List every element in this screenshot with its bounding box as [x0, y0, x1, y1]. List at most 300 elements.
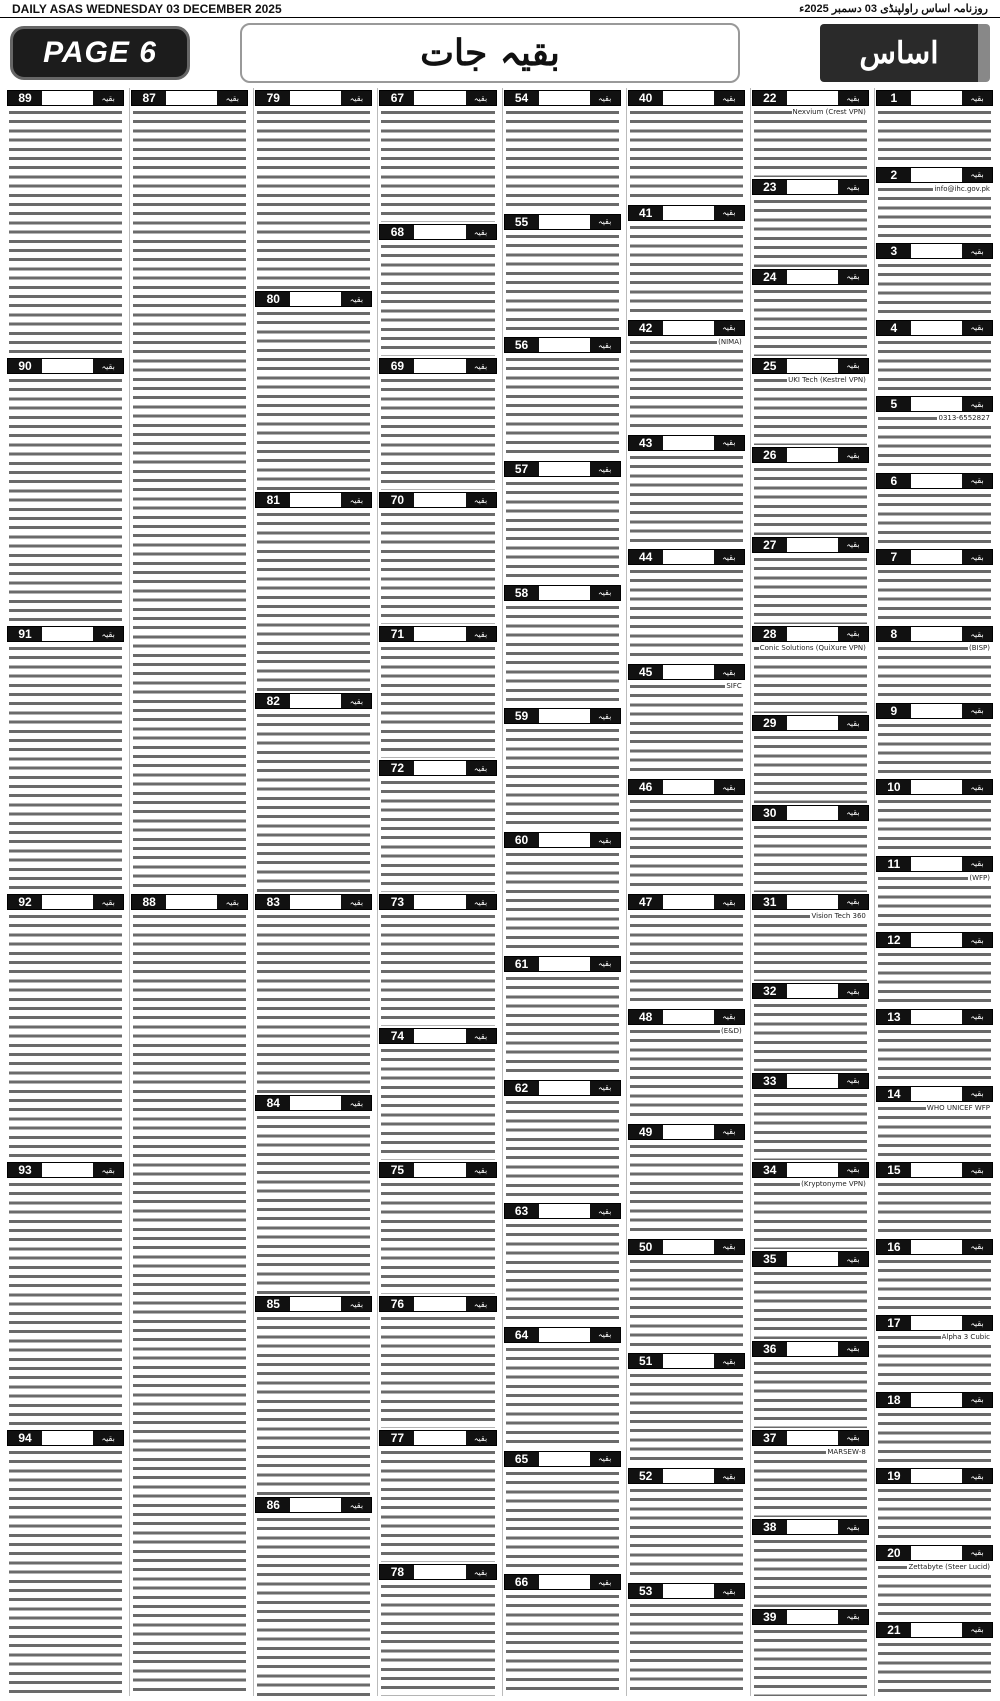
baqiya-tag: بقیہ — [962, 550, 992, 564]
story-number: 40 — [629, 91, 663, 105]
continuation-story — [751, 713, 870, 802]
story-body-text — [378, 1180, 497, 1294]
story-heading-label — [663, 780, 714, 794]
page-number-badge: PAGE 6 — [10, 26, 190, 80]
continuation-story — [875, 930, 994, 1007]
story-heading-bar — [255, 492, 372, 508]
continuation-story — [503, 1201, 622, 1325]
story-heading-bar — [876, 1239, 993, 1255]
story-body-text — [254, 309, 373, 490]
continuation-story — [6, 356, 125, 624]
story-body-text — [378, 510, 497, 624]
story-body-text — [875, 1640, 994, 1696]
baqiya-tag: بقیہ — [714, 1010, 744, 1024]
story-heading-bar — [752, 1519, 869, 1535]
story-heading-bar — [255, 1296, 372, 1312]
story-body-text — [627, 338, 746, 433]
story-number: 24 — [753, 270, 787, 284]
continuation-story — [378, 1294, 497, 1428]
continuation-story — [627, 1122, 746, 1237]
story-heading-label — [414, 1431, 465, 1445]
story-number: 11 — [877, 857, 911, 871]
story-heading-label — [42, 1163, 93, 1177]
legible-snippet: (WFP) — [969, 873, 990, 882]
story-body-text — [6, 376, 125, 624]
continuation-story — [627, 777, 746, 892]
story-heading-bar — [876, 90, 993, 106]
legible-snippet: Zettabyte (Steer Lucid) — [908, 1562, 990, 1571]
baqiya-tag: بقیہ — [341, 91, 371, 105]
continuation-story — [254, 691, 373, 892]
baqiya-tag: بقیہ — [962, 627, 992, 641]
story-body-text — [875, 1027, 994, 1084]
story-body-text — [503, 1592, 622, 1696]
continuation-story — [875, 318, 994, 395]
baqiya-tag: بقیہ — [838, 448, 868, 462]
story-body-text — [6, 912, 125, 1160]
continuation-story — [6, 624, 125, 892]
continuation-story — [378, 624, 497, 758]
story-heading-bar — [504, 1574, 621, 1590]
story-heading-label — [911, 1623, 962, 1637]
continuation-story — [378, 758, 497, 892]
story-body-text — [378, 1582, 497, 1696]
story-heading-bar — [876, 703, 993, 719]
story-heading-bar — [7, 1162, 124, 1178]
story-body-text — [627, 797, 746, 892]
story-heading-label — [911, 168, 962, 182]
story-body-text — [875, 1180, 994, 1237]
story-number: 69 — [380, 359, 414, 373]
page-column — [750, 88, 870, 1696]
story-number: 10 — [877, 780, 911, 794]
story-number: 77 — [380, 1431, 414, 1445]
story-number: 37 — [753, 1431, 787, 1445]
continuation-story — [875, 547, 994, 624]
continuation-story — [6, 88, 125, 356]
story-number: 42 — [629, 321, 663, 335]
continuation-story — [503, 954, 622, 1078]
story-number: 71 — [380, 627, 414, 641]
story-body-text — [503, 603, 622, 707]
story-number: 72 — [380, 761, 414, 775]
story-heading-bar — [379, 1162, 496, 1178]
story-heading-bar — [876, 932, 993, 948]
story-body-text — [254, 1113, 373, 1294]
story-number: 7 — [877, 550, 911, 564]
baqiya-tag: بقیہ — [838, 1431, 868, 1445]
story-heading-label — [663, 321, 714, 335]
baqiya-tag: بقیہ — [217, 895, 247, 909]
story-body-text — [627, 682, 746, 777]
story-heading-label — [911, 1240, 962, 1254]
story-number: 81 — [256, 493, 290, 507]
story-heading-label — [911, 1316, 962, 1330]
story-heading-label — [539, 957, 590, 971]
story-heading-label — [414, 761, 465, 775]
continuation-story — [503, 1449, 622, 1573]
story-heading-bar — [504, 708, 621, 724]
story-heading-bar — [752, 358, 869, 374]
baqiya-tag: بقیہ — [962, 1623, 992, 1637]
story-heading-bar — [255, 693, 372, 709]
story-heading-bar — [876, 856, 993, 872]
story-number: 64 — [505, 1328, 539, 1342]
story-heading-label — [911, 933, 962, 947]
baqiya-tag: بقیہ — [962, 1163, 992, 1177]
baqiya-tag: بقیہ — [838, 1520, 868, 1534]
story-heading-bar — [628, 1583, 745, 1599]
story-body-text — [503, 974, 622, 1078]
story-heading-label — [290, 91, 341, 105]
story-number: 22 — [753, 91, 787, 105]
story-heading-label — [787, 359, 838, 373]
story-number: 43 — [629, 436, 663, 450]
story-heading-bar — [876, 1009, 993, 1025]
story-heading-bar — [752, 715, 869, 731]
story-number: 4 — [877, 321, 911, 335]
story-body-text — [875, 1563, 994, 1620]
continuation-story — [503, 583, 622, 707]
continuation-story — [627, 433, 746, 548]
story-heading-bar — [876, 396, 993, 412]
baqiya-tag: بقیہ — [466, 1297, 496, 1311]
story-body-text — [6, 1180, 125, 1428]
baqiya-tag: بقیہ — [466, 1431, 496, 1445]
story-number: 91 — [8, 627, 42, 641]
story-body-text — [875, 338, 994, 395]
story-heading-bar — [628, 1009, 745, 1025]
baqiya-tag: بقیہ — [962, 91, 992, 105]
baqiya-tag: بقیہ — [838, 180, 868, 194]
baqiya-tag: بقیہ — [93, 359, 123, 373]
story-number: 1 — [877, 91, 911, 105]
story-body-text — [6, 1448, 125, 1696]
continuation-story — [254, 490, 373, 691]
story-heading-label — [911, 244, 962, 258]
story-heading-label — [539, 338, 590, 352]
story-heading-bar — [628, 1239, 745, 1255]
story-number: 34 — [753, 1163, 787, 1177]
story-heading-bar — [628, 320, 745, 336]
continuation-story — [6, 1160, 125, 1428]
story-heading-label — [911, 1469, 962, 1483]
story-heading-label — [290, 292, 341, 306]
story-heading-bar — [504, 956, 621, 972]
story-number: 13 — [877, 1010, 911, 1024]
story-heading-label — [539, 91, 590, 105]
legible-snippet: (BISP) — [969, 644, 990, 653]
story-body-text — [627, 567, 746, 662]
story-heading-bar — [131, 894, 248, 910]
story-number: 56 — [505, 338, 539, 352]
page-column — [129, 88, 249, 1696]
continuation-story — [6, 892, 125, 1160]
story-number: 87 — [132, 91, 166, 105]
continuation-story — [378, 222, 497, 356]
story-heading-bar — [504, 90, 621, 106]
continuation-story — [875, 1237, 994, 1314]
story-body-text — [875, 1257, 994, 1314]
story-heading-bar — [255, 291, 372, 307]
story-heading-bar — [752, 626, 869, 642]
story-heading-label — [911, 1163, 962, 1177]
story-body-text — [627, 912, 746, 1007]
story-heading-label — [42, 895, 93, 909]
story-heading-label — [787, 1610, 838, 1624]
continuation-story — [254, 1093, 373, 1294]
continuation-story — [627, 203, 746, 318]
story-heading-bar — [504, 1080, 621, 1096]
story-body-text — [254, 1515, 373, 1696]
baqiya-tag: بقیہ — [962, 1316, 992, 1330]
baqiya-tag: بقیہ — [962, 857, 992, 871]
story-body-text — [751, 1537, 870, 1606]
continuation-story — [378, 356, 497, 490]
story-heading-bar — [504, 832, 621, 848]
story-heading-bar — [504, 1451, 621, 1467]
continuation-story — [503, 459, 622, 583]
story-body-text — [875, 874, 994, 931]
story-number: 51 — [629, 1354, 663, 1368]
story-body-text — [503, 850, 622, 954]
story-number: 74 — [380, 1029, 414, 1043]
story-body-text — [875, 721, 994, 778]
story-number: 31 — [753, 895, 787, 909]
story-heading-label — [911, 1393, 962, 1407]
baqiya-tag: بقیہ — [341, 1096, 371, 1110]
story-body-text — [627, 223, 746, 318]
baqiya-tag: بقیہ — [714, 1354, 744, 1368]
baqiya-tag: بقیہ — [714, 1125, 744, 1139]
story-body-text — [627, 1371, 746, 1466]
story-heading-bar — [876, 549, 993, 565]
story-heading-label — [42, 359, 93, 373]
story-heading-bar — [379, 894, 496, 910]
story-heading-label — [290, 493, 341, 507]
continuation-story — [378, 1562, 497, 1696]
continuation-story — [254, 1294, 373, 1495]
story-body-text — [378, 1046, 497, 1160]
story-heading-label — [42, 91, 93, 105]
story-number: 83 — [256, 895, 290, 909]
baqiya-tag: بقیہ — [714, 1469, 744, 1483]
story-body-text — [254, 711, 373, 892]
baqiya-tag: بقیہ — [466, 1565, 496, 1579]
story-body-text — [751, 1627, 870, 1696]
baqiya-tag: بقیہ — [714, 780, 744, 794]
baqiya-tag: بقیہ — [962, 780, 992, 794]
continuation-story — [503, 830, 622, 954]
story-heading-bar — [752, 805, 869, 821]
story-number: 16 — [877, 1240, 911, 1254]
page-column — [502, 88, 622, 1696]
story-heading-bar — [752, 894, 869, 910]
baqiya-tag: بقیہ — [838, 1342, 868, 1356]
story-heading-label — [414, 359, 465, 373]
continuation-story — [875, 1160, 994, 1237]
baqiya-tag: بقیہ — [838, 91, 868, 105]
continuation-story — [627, 662, 746, 777]
story-heading-label — [787, 806, 838, 820]
story-number: 21 — [877, 1623, 911, 1637]
story-heading-label — [414, 1297, 465, 1311]
story-body-text — [875, 261, 994, 318]
dateline-english: DAILY ASAS WEDNESDAY 03 DECEMBER 2025 — [12, 1, 282, 16]
story-heading-bar — [876, 167, 993, 183]
story-number: 3 — [877, 244, 911, 258]
story-number: 5 — [877, 397, 911, 411]
story-heading-label — [787, 1163, 838, 1177]
story-body-text — [378, 376, 497, 490]
continuation-story — [751, 1607, 870, 1696]
story-heading-label — [787, 1342, 838, 1356]
story-number: 15 — [877, 1163, 911, 1177]
story-number: 58 — [505, 586, 539, 600]
story-heading-label — [787, 180, 838, 194]
continuation-story — [875, 394, 994, 471]
story-number: 86 — [256, 1498, 290, 1512]
story-heading-label — [787, 1074, 838, 1088]
story-heading-label — [663, 91, 714, 105]
story-heading-label — [290, 694, 341, 708]
story-heading-label — [539, 1575, 590, 1589]
story-heading-bar — [7, 358, 124, 374]
story-body-text — [751, 823, 870, 892]
story-heading-bar — [379, 358, 496, 374]
story-body-text — [875, 1333, 994, 1390]
story-number: 46 — [629, 780, 663, 794]
story-body-text — [503, 1221, 622, 1325]
baqiya-tag: بقیہ — [838, 984, 868, 998]
story-number: 26 — [753, 448, 787, 462]
story-body-text — [378, 644, 497, 758]
continuation-story — [378, 490, 497, 624]
story-heading-label — [414, 225, 465, 239]
story-number: 53 — [629, 1584, 663, 1598]
baqiya-tag: بقیہ — [714, 665, 744, 679]
baqiya-tag: بقیہ — [341, 493, 371, 507]
continuation-story — [627, 88, 746, 203]
baqiya-tag: بقیہ — [341, 895, 371, 909]
baqiya-tag: بقیہ — [962, 474, 992, 488]
baqiya-tag: بقیہ — [590, 709, 620, 723]
story-number: 38 — [753, 1520, 787, 1534]
story-number: 63 — [505, 1204, 539, 1218]
story-heading-label — [787, 716, 838, 730]
continuation-story — [503, 1572, 622, 1696]
story-body-text — [378, 108, 497, 222]
legible-snippet: Vision Tech 360 — [811, 911, 866, 920]
story-heading-label — [663, 206, 714, 220]
continuation-story — [875, 1466, 994, 1543]
continuation-story — [254, 892, 373, 1093]
baqiya-tag: بقیہ — [962, 1240, 992, 1254]
story-heading-bar — [7, 90, 124, 106]
story-number: 61 — [505, 957, 539, 971]
story-body-text — [751, 376, 870, 445]
story-heading-label — [663, 1469, 714, 1483]
story-number: 8 — [877, 627, 911, 641]
story-heading-bar — [379, 90, 496, 106]
continuation-story — [254, 88, 373, 289]
story-number: 78 — [380, 1565, 414, 1579]
continuation-story — [378, 1428, 497, 1562]
continuation-story — [6, 1428, 125, 1696]
continuation-story — [503, 335, 622, 459]
story-body-text — [254, 108, 373, 289]
continuation-story — [378, 1026, 497, 1160]
story-heading-label — [911, 857, 962, 871]
story-number: 54 — [505, 91, 539, 105]
story-heading-bar — [7, 1430, 124, 1446]
baqiya-tag: بقیہ — [93, 895, 123, 909]
story-body-text — [254, 1314, 373, 1495]
continuation-story — [254, 289, 373, 490]
story-body-text — [875, 108, 994, 165]
story-heading-label — [787, 895, 838, 909]
baqiya-tag: بقیہ — [590, 1328, 620, 1342]
story-heading-bar — [876, 1086, 993, 1102]
continuation-story — [875, 88, 994, 165]
story-number: 27 — [753, 538, 787, 552]
story-body-text — [875, 185, 994, 242]
story-number: 49 — [629, 1125, 663, 1139]
continuation-story — [751, 1160, 870, 1249]
story-heading-label — [414, 1163, 465, 1177]
story-body-text — [627, 453, 746, 548]
story-number: 28 — [753, 627, 787, 641]
story-heading-label — [290, 1498, 341, 1512]
story-heading-bar — [628, 205, 745, 221]
story-heading-label — [414, 627, 465, 641]
story-number: 89 — [8, 91, 42, 105]
story-heading-bar — [876, 1622, 993, 1638]
story-body-text — [751, 1269, 870, 1338]
story-heading-bar — [628, 1468, 745, 1484]
story-heading-label — [911, 321, 962, 335]
continuation-story — [751, 624, 870, 713]
legible-snippet: UKI Tech (Kestrel VPN) — [788, 375, 866, 384]
continuation-story — [627, 1237, 746, 1352]
story-heading-label — [787, 91, 838, 105]
story-heading-bar — [876, 1468, 993, 1484]
baqiya-tag: بقیہ — [590, 957, 620, 971]
story-body-text — [6, 108, 125, 356]
newspaper-logo: اساس — [820, 24, 990, 82]
continuation-story — [875, 1390, 994, 1467]
story-heading-bar — [628, 435, 745, 451]
story-heading-label — [166, 895, 217, 909]
story-heading-bar — [504, 461, 621, 477]
baqiya-tag: بقیہ — [962, 704, 992, 718]
story-number: 35 — [753, 1252, 787, 1266]
story-heading-bar — [379, 1296, 496, 1312]
baqiya-tag: بقیہ — [466, 761, 496, 775]
story-heading-label — [911, 550, 962, 564]
baqiya-tag: بقیہ — [714, 91, 744, 105]
story-heading-bar — [752, 1073, 869, 1089]
story-number: 84 — [256, 1096, 290, 1110]
story-number: 88 — [132, 895, 166, 909]
story-heading-label — [787, 1252, 838, 1266]
story-number: 6 — [877, 474, 911, 488]
baqiya-tag: بقیہ — [714, 895, 744, 909]
story-body-text — [751, 1448, 870, 1517]
continuation-story — [751, 1339, 870, 1428]
story-heading-label — [911, 1087, 962, 1101]
story-heading-bar — [628, 1124, 745, 1140]
